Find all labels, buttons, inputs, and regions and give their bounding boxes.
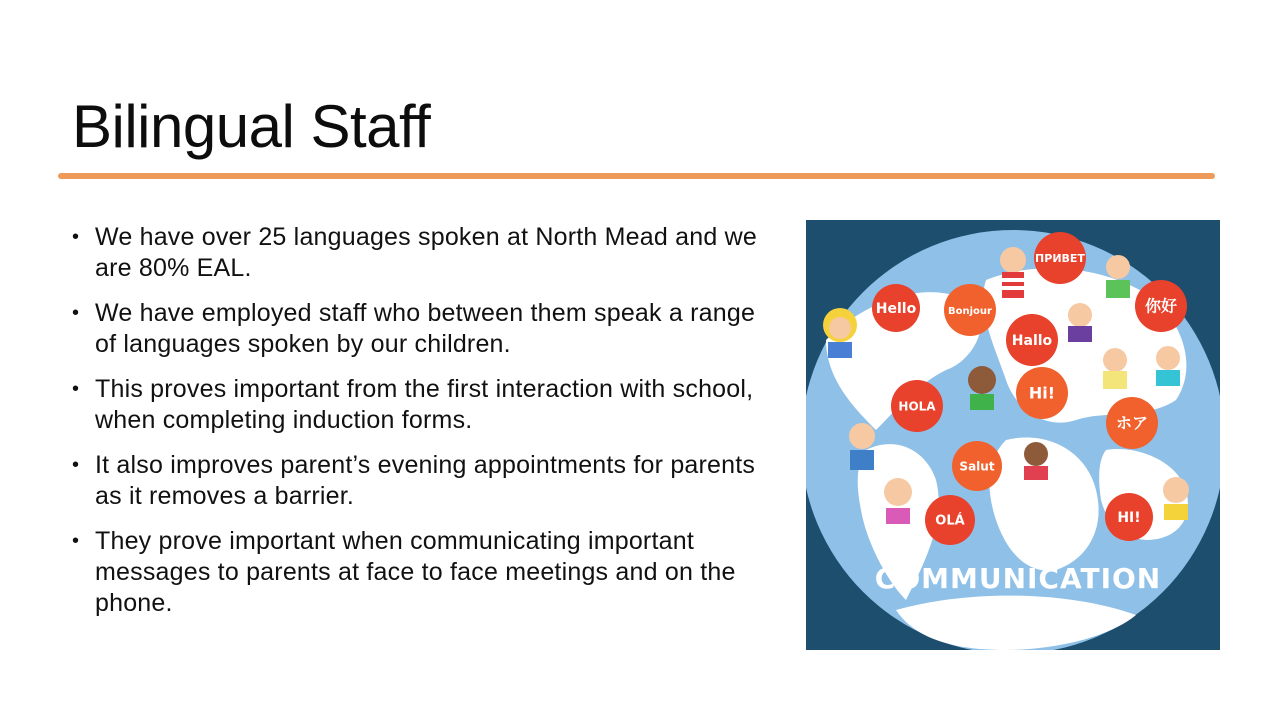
greeting-text: OLÁ [935,513,965,529]
bullet-item [72,526,762,619]
greeting-text: Hello [875,301,917,317]
bullet-list [72,222,762,633]
person-avatar [1156,346,1180,386]
greeting-text: HOLA [898,399,936,414]
bullet-icon: • [72,226,80,248]
bullet-text: We have employed staff who between them speak a range of languages spoken by our children. [95,299,756,358]
bullet-text: It also improves parent’s evening appointments for parents as it removes a barrier. [95,451,756,510]
greeting-bubble [1135,280,1187,332]
bullet-item [72,374,762,436]
greeting-bubble [1105,493,1153,541]
greeting-text: Bonjour [948,306,992,317]
slide-title: Bilingual Staff [72,93,431,160]
bullet-item [72,298,762,360]
person-avatar [884,478,912,524]
bullet-icon: • [72,378,80,400]
greeting-bubble [891,380,943,432]
greeting-text: HI! [1117,510,1141,526]
person-avatar [968,366,996,410]
greeting-bubble [1016,367,1068,419]
greeting-bubble [944,284,996,336]
greeting-text: Salut [959,459,995,474]
greeting-text: Hallo [1011,333,1053,349]
greeting-bubble [1034,232,1086,284]
greeting-bubble [872,284,920,332]
bullet-text: This proves important from the first interaction with school, when completing induction forms. [95,375,754,434]
greeting-bubble [925,495,975,545]
bullet-item [72,450,762,512]
person-avatar [1000,247,1026,298]
bullet-text: We have over 25 languages spoken at North Mead and we are 80% EAL. [95,223,757,282]
person-avatar [1163,477,1189,520]
greeting-bubble [952,441,1002,491]
bullet-item [72,222,762,284]
greeting-bubble [1106,397,1158,449]
person-avatar [1068,303,1092,342]
person-avatar [823,308,857,358]
bullet-icon: • [72,302,80,324]
greeting-text: Hi! [1028,383,1056,403]
greeting-text: ПРИВЕТ [1035,252,1085,265]
bullet-icon: • [72,454,80,476]
greeting-text: 你好 [1144,296,1178,316]
person-avatar [1024,442,1048,480]
person-avatar [1103,348,1127,389]
greeting-bubble [1006,314,1058,366]
greeting-text: ホア [1115,413,1149,433]
title-underline [58,173,1215,179]
communication-word: COMMUNICATION [874,562,1162,595]
communication-illustration [806,220,1220,650]
bullet-text: They prove important when communicating important messages to parents at face to face meetings and on the phone. [95,527,736,617]
bullet-icon: • [72,530,80,552]
